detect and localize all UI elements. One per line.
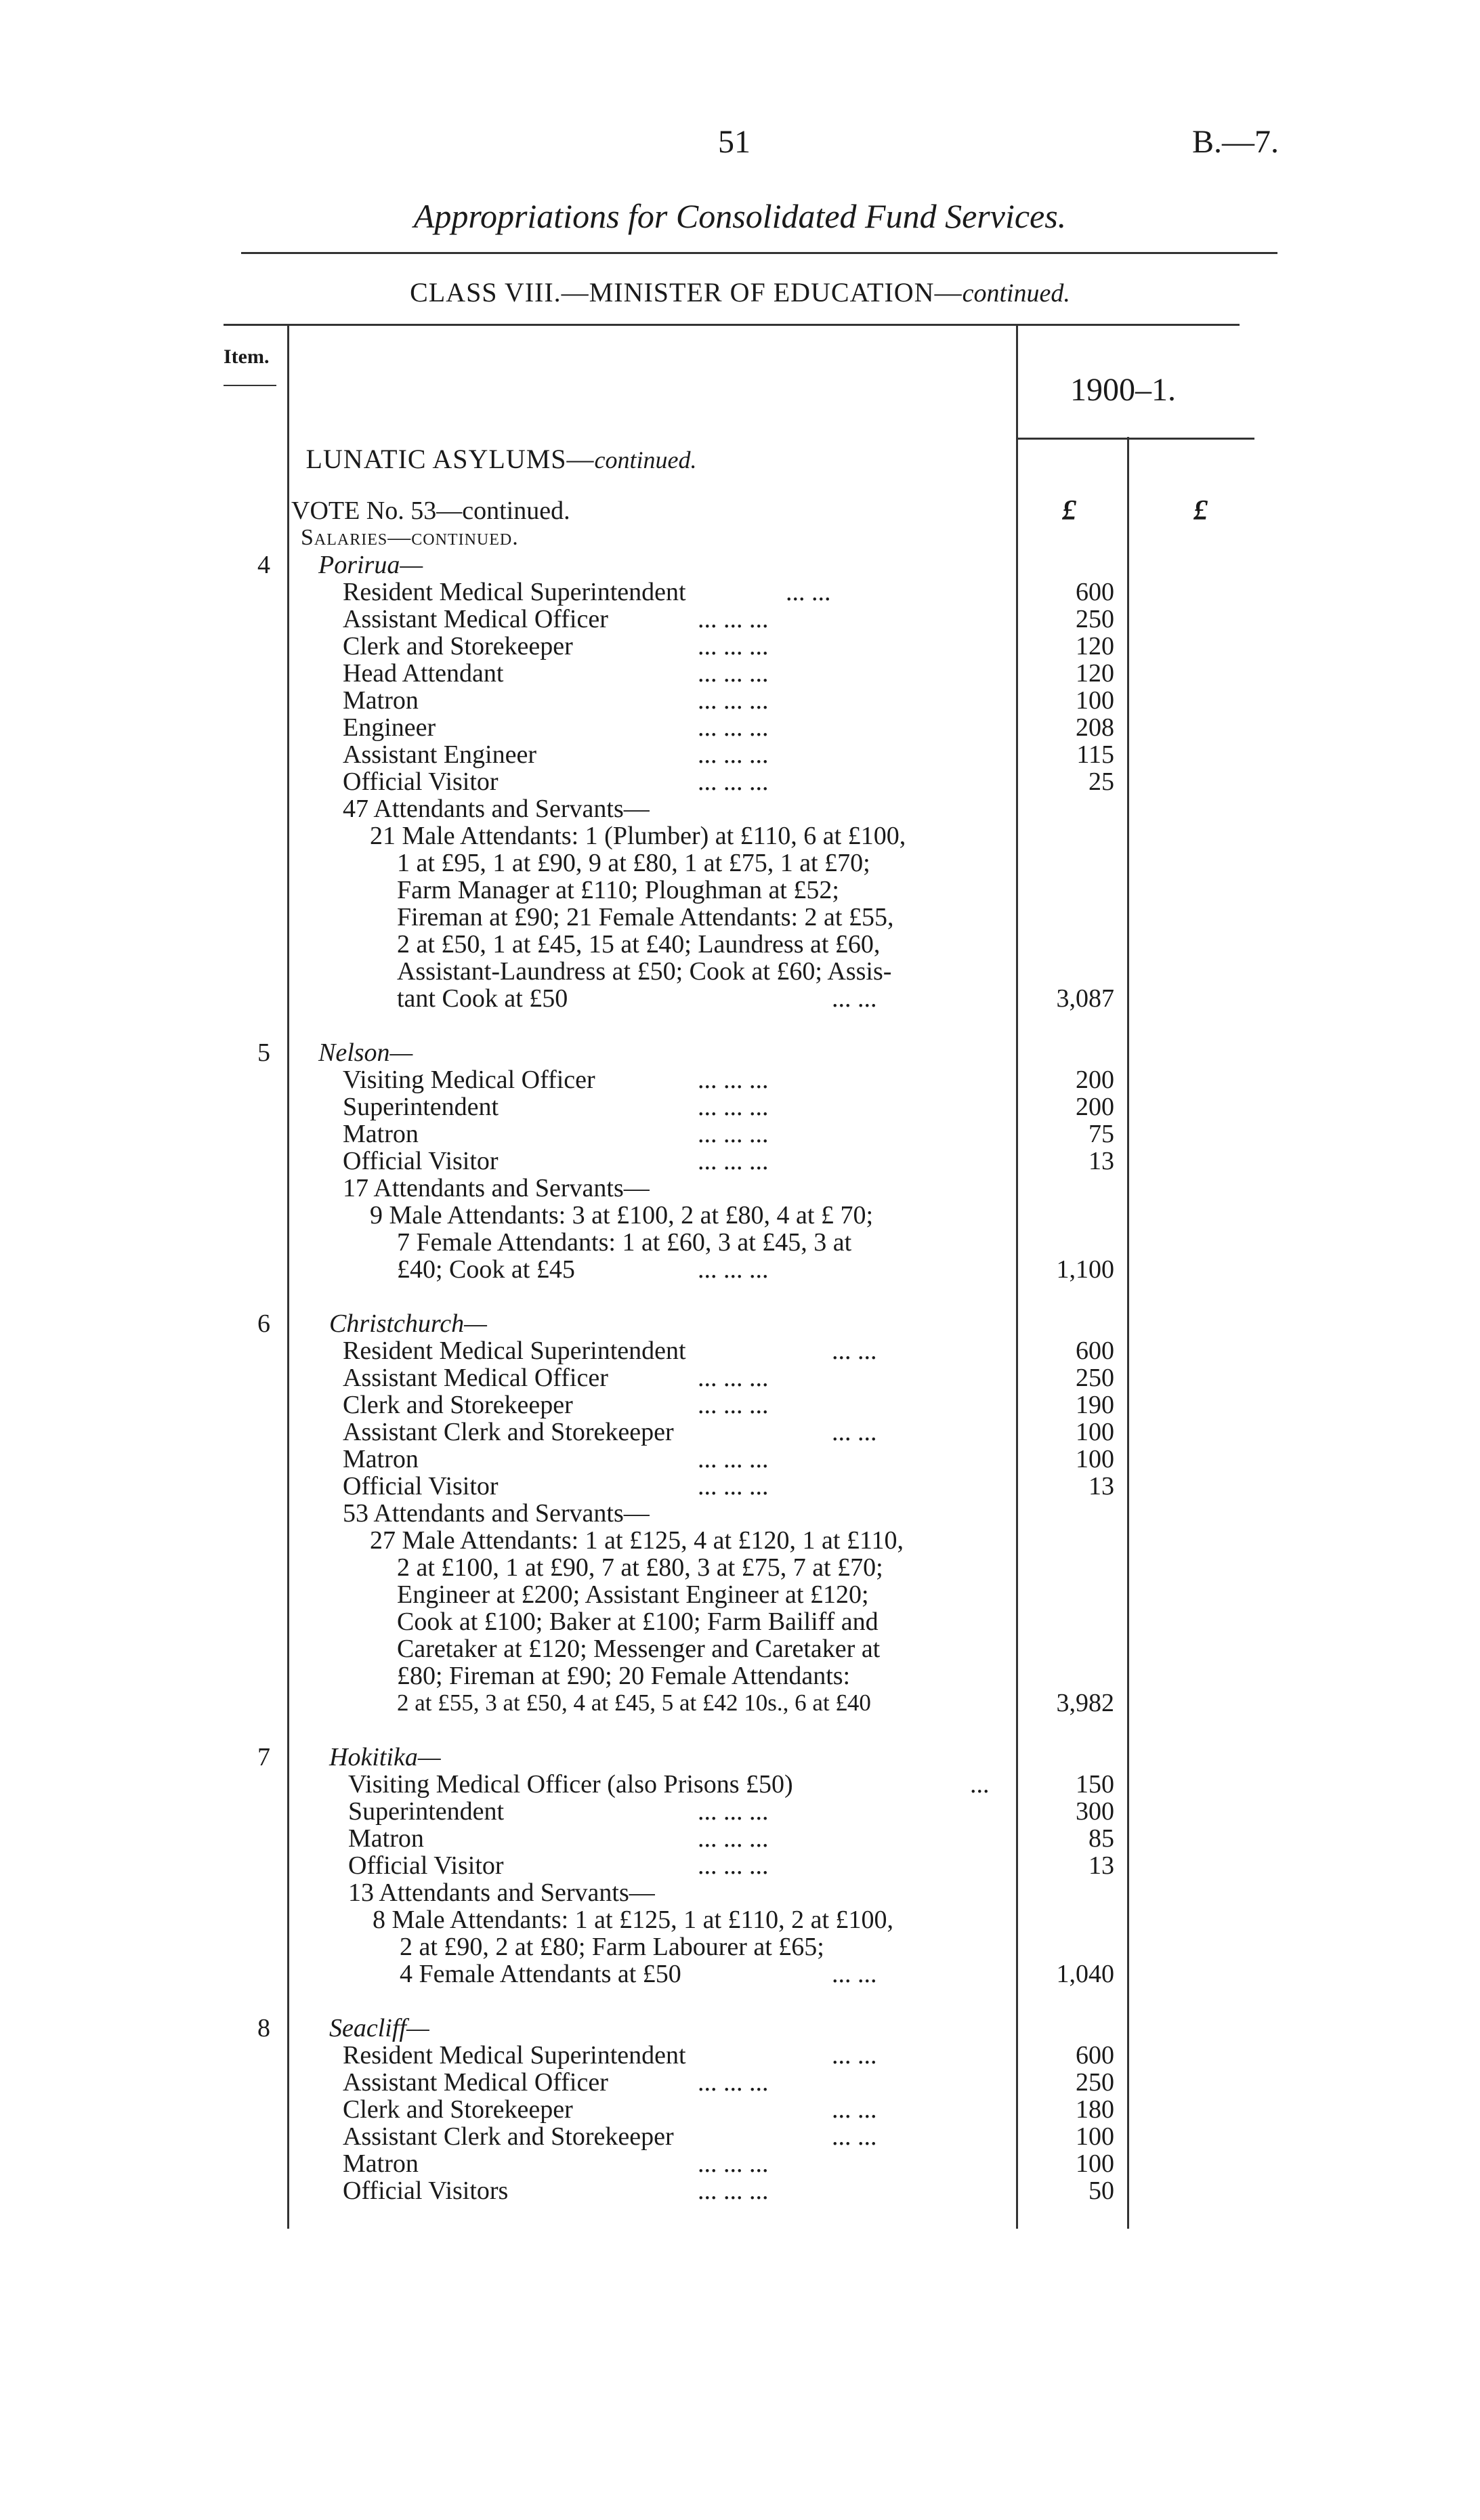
page-title: Appropriations for Consolidated Fund Services. [413,197,1067,235]
row-leader: ... ... ... [698,2068,769,2097]
row-leader: ... ... ... [698,1120,769,1148]
table-row [0,1581,1480,1608]
row-label: Official Visitor [343,1147,499,1175]
row-label: Matron [343,1445,419,1473]
item-row [0,551,1480,579]
row-leader: ... ... ... [698,1445,769,1473]
table-row [0,1202,1480,1229]
row-label: 27 Male Attendants: 1 at £125, 4 at £120, 1 at £110, [370,1526,904,1555]
row-amount: 100 [1076,2122,1114,2151]
class-title-continued: continued. [962,279,1070,308]
row-label: Engineer [343,713,436,742]
item-row [0,1744,1480,1771]
row-amount: 150 [1076,1770,1114,1799]
row-amount: 600 [1076,1337,1114,1365]
row-label: Matron [343,2149,419,2178]
row-leader: ... ... ... [698,659,769,688]
row-label: Official Visitor [343,1472,499,1500]
salaries-heading [0,524,1480,551]
table-row [0,1419,1480,1446]
class-rule [224,324,1240,326]
row-amount: 208 [1076,713,1114,742]
row-amount: 115 [1076,740,1114,769]
page-number: 51 [718,124,750,160]
row-amount: 120 [1076,632,1114,660]
table-row [0,1960,1480,1988]
row-label: 7 Female Attendants: 1 at £60, 3 at £45, 3 at [397,1228,852,1257]
class-title [0,276,1480,308]
table-row [0,714,1480,741]
row-amount: 1,040 [1056,1960,1114,1988]
row-label: Official Visitor [343,768,499,796]
row-label: Clerk and Storekeeper [343,2095,573,2124]
table-row [0,1093,1480,1120]
table-row [0,822,1480,849]
row-amount: 300 [1076,1797,1114,1826]
row-label: Assistant Medical Officer [343,605,608,633]
row-leader: ... ... ... [698,1147,769,1175]
table-row [0,1256,1480,1283]
row-leader: ... ... ... [698,1851,769,1880]
row-amount: 13 [1088,1472,1114,1500]
item-number: 5 [257,1038,270,1067]
row-amount: 250 [1076,605,1114,633]
row-label: 2 at £100, 1 at £90, 7 at £80, 3 at £75, 7 at £70; [397,1553,883,1582]
item-number: 8 [257,2014,270,2042]
row-leader: ... ... ... [698,686,769,715]
currency-symbol-items: £ [1062,495,1076,526]
row-amount: 200 [1076,1066,1114,1094]
row-label: Caretaker at £120; Messenger and Caretaker at [397,1635,881,1663]
currency-symbol-totals: £ [1193,495,1208,526]
table-row [0,687,1480,714]
table-row [0,633,1480,660]
row-label: 21 Male Attendants: 1 (Plumber) at £110, 6 at £100, [370,822,906,850]
row-label: Head Attendant [343,659,504,688]
row-label: £80; Fireman at £90; 20 Female Attendants: [397,1662,851,1690]
row-amount: 3,982 [1056,1689,1114,1717]
row-leader: ... ... ... [698,2149,769,2178]
row-leader: ... ... ... [698,1255,769,1284]
item-row [0,1039,1480,1066]
table-row [0,1527,1480,1554]
row-leader: ... ... ... [698,1472,769,1500]
table-row [0,1879,1480,1906]
row-label: 17 Attendants and Servants— [343,1174,650,1202]
table-row [0,2069,1480,2096]
row-label: Resident Medical Superintendent [343,578,686,606]
row-label: Assistant Clerk and Storekeeper [343,1418,674,1446]
row-amount: 180 [1076,2095,1114,2124]
row-label: Assistant Medical Officer [343,1364,608,1392]
year-column-header: 1900–1. [1070,372,1176,408]
row-leader: ... ... [832,2041,877,2070]
item-number: 4 [257,551,270,579]
row-label: Matron [348,1824,424,1853]
row-label: Superintendent [343,1093,499,1121]
table-row [0,1689,1480,1717]
row-label: Assistant Clerk and Storekeeper [343,2122,674,2151]
table-row [0,1446,1480,1473]
row-leader: ... ... ... [698,713,769,742]
row-label: Farm Manager at £110; Ploughman at £52; [397,876,839,904]
row-label: 2 at £50, 1 at £45, 15 at £40; Laundress at £60, [397,930,881,959]
row-label: 53 Attendants and Servants— [343,1499,650,1528]
row-label: Fireman at £90; 21 Female Attendants: 2 at £55, [397,903,894,931]
row-amount: 250 [1076,1364,1114,1392]
row-label: Resident Medical Superintendent [343,1337,686,1365]
table-row [0,579,1480,606]
section-title-continued: continued. [594,446,697,474]
table-row [0,985,1480,1012]
row-leader: ... ... ... [698,1066,769,1094]
row-label: £40; Cook at £45 [397,1255,575,1284]
table-row [0,904,1480,931]
class-title-main: CLASS VIII.—MINISTER OF EDUCATION— [410,277,963,308]
row-amount: 75 [1088,1120,1114,1148]
row-label: Superintendent [348,1797,505,1826]
row-leader: ... ... [832,1418,877,1446]
table-row [0,606,1480,633]
row-leader: ... ... ... [698,605,769,633]
table-row [0,1391,1480,1419]
row-label: Clerk and Storekeeper [343,632,573,660]
row-leader: ... ... ... [698,632,769,660]
table-row [0,877,1480,904]
row-amount: 100 [1076,686,1114,715]
row-amount: 250 [1076,2068,1114,2097]
row-leader: ... ... ... [698,1364,769,1392]
row-label: 13 Attendants and Servants— [348,1878,655,1907]
table-row [0,1066,1480,1093]
row-label: Visiting Medical Officer (also Prisons £50) [348,1770,793,1799]
year-header-rule [1016,438,1254,440]
table-row [0,958,1480,985]
row-amount: 25 [1088,768,1114,796]
row-leader: ... ... [832,2095,877,2124]
table-row [0,1798,1480,1825]
row-leader: ... ... ... [698,1824,769,1853]
table-row [0,2177,1480,2204]
row-leader: ... ... ... [698,1093,769,1121]
item-number: 7 [257,1743,270,1771]
row-label: 8 Male Attendants: 1 at £125, 1 at £110, 2 at £100, [373,1906,894,1934]
row-label: Assistant Engineer [343,740,537,769]
row-leader: ... ... ... [698,740,769,769]
row-amount: 600 [1076,578,1114,606]
table-row [0,1825,1480,1852]
row-label: Engineer at £200; Assistant Engineer at £120; [397,1580,869,1609]
section-title-main: LUNATIC ASYLUMS— [305,444,595,474]
item-header-rule [224,385,276,386]
table-row [0,849,1480,877]
row-amount: 1,100 [1056,1255,1114,1284]
table-row [0,2096,1480,2123]
vote-heading [0,497,1480,524]
table-row [0,1635,1480,1662]
row-label: 4 Female Attendants at £50 [400,1960,681,1988]
row-amount: 13 [1088,1851,1114,1880]
table-row [0,1852,1480,1879]
section-title [0,443,1002,475]
item-column-header: Item. [224,345,270,368]
asylum-name: Porirua— [318,551,423,579]
table-row [0,1608,1480,1635]
table-row [0,1148,1480,1175]
document-reference: B.—7. [1192,124,1280,160]
row-leader: ... ... ... [698,768,769,796]
row-label: Matron [343,1120,419,1148]
table-row [0,1662,1480,1689]
row-label: 2 at £90, 2 at £80; Farm Labourer at £65; [400,1933,824,1961]
table-row [0,1933,1480,1960]
table-row [0,2123,1480,2150]
row-leader: ... ... [832,2122,877,2151]
row-leader: ... ... ... [698,1797,769,1826]
table-row [0,2042,1480,2069]
row-label: Official Visitors [343,2177,509,2205]
asylum-name: Nelson— [318,1038,413,1067]
salaries-text: Salaries—continued. [301,525,519,550]
row-leader: ... ... [832,1337,877,1365]
table-row [0,1175,1480,1202]
row-amount: 600 [1076,2041,1114,2070]
row-label: Visiting Medical Officer [343,1066,595,1094]
table-row [0,1120,1480,1148]
table-row [0,2150,1480,2177]
table-row [0,741,1480,768]
row-amount: 50 [1088,2177,1114,2205]
row-leader: ... [970,1770,990,1799]
table-row [0,1554,1480,1581]
table-row [0,1906,1480,1933]
table-row [0,1771,1480,1798]
row-label: Resident Medical Superintendent [343,2041,686,2070]
table-row [0,768,1480,795]
row-leader: ... ... [832,1960,877,1988]
asylum-name: Christchurch— [329,1309,487,1338]
row-label: 1 at £95, 1 at £90, 9 at £80, 1 at £75, 1 at £70; [397,849,870,877]
row-leader: ... ... ... [698,2177,769,2205]
table-row [0,795,1480,822]
row-amount: 100 [1076,2149,1114,2178]
table-row [0,1473,1480,1500]
row-amount: 3,087 [1056,984,1114,1013]
item-number: 6 [257,1309,270,1338]
row-label: Cook at £100; Baker at £100; Farm Bailiff and [397,1608,879,1636]
row-label: Clerk and Storekeeper [343,1391,573,1419]
row-leader: ... ... [786,578,831,606]
row-leader: ... ... [832,984,877,1013]
title-rule [241,252,1277,254]
row-label: Official Visitor [348,1851,504,1880]
table-row [0,931,1480,958]
table-row [0,1364,1480,1391]
table-row [0,660,1480,687]
item-row [0,2015,1480,2042]
item-row [0,1310,1480,1337]
row-amount: 120 [1076,659,1114,688]
row-amount: 100 [1076,1445,1114,1473]
row-label: Matron [343,686,419,715]
row-amount: 13 [1088,1147,1114,1175]
row-label: Assistant-Laundress at £50; Cook at £60; Assis- [397,957,892,986]
row-amount: 200 [1076,1093,1114,1121]
row-leader: ... ... ... [698,1391,769,1419]
row-label: 2 at £55, 3 at £50, 4 at £45, 5 at £42 10s., 6 at £40 [397,1689,871,1716]
row-amount: 100 [1076,1418,1114,1446]
vote-text: VOTE No. 53—continued. [291,497,570,525]
row-label: 9 Male Attendants: 3 at £100, 2 at £80, 4 at £ 70; [370,1201,874,1230]
row-amount: 190 [1076,1391,1114,1419]
row-label: Assistant Medical Officer [343,2068,608,2097]
table-row [0,1229,1480,1256]
row-label: tant Cook at £50 [397,984,568,1013]
asylum-name: Seacliff— [329,2014,429,2042]
row-label: 47 Attendants and Servants— [343,795,650,823]
asylum-name: Hokitika— [329,1743,441,1771]
table-row [0,1500,1480,1527]
table-row [0,1337,1480,1364]
row-amount: 85 [1088,1824,1114,1853]
